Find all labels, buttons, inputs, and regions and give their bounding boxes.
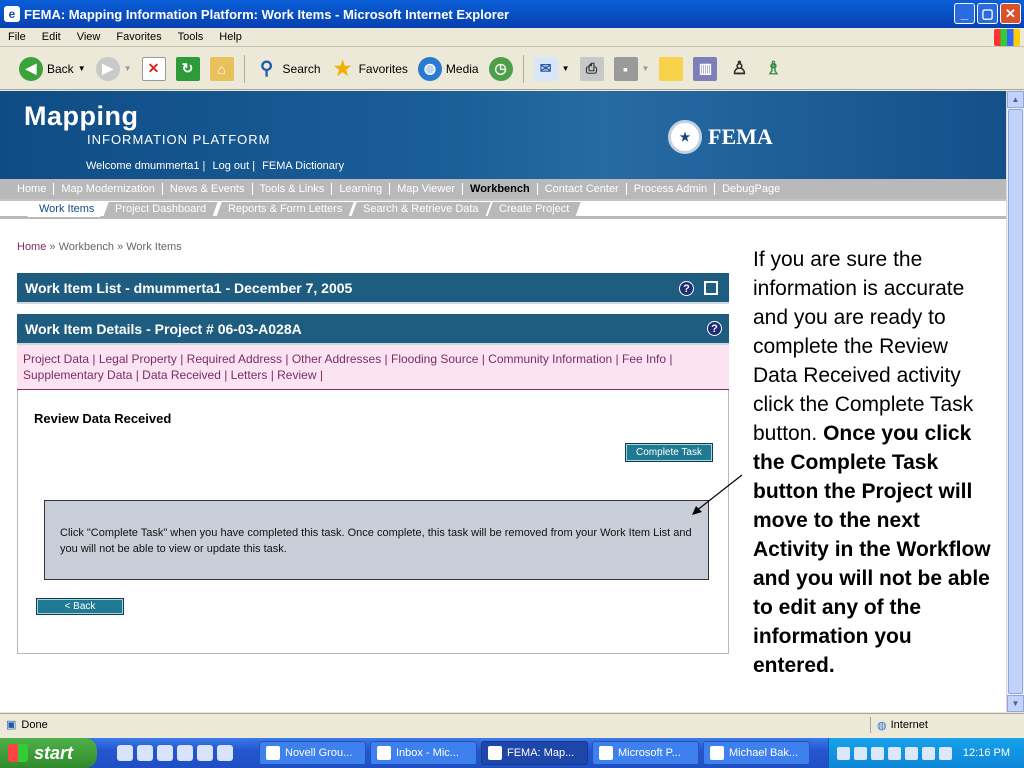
quick-launch-icon[interactable] xyxy=(197,745,213,761)
quick-launch-icon[interactable] xyxy=(157,745,173,761)
minimize-button[interactable]: _ xyxy=(954,3,975,24)
fema-logo: ★ FEMA xyxy=(668,120,773,154)
close-button[interactable]: ✕ xyxy=(1000,3,1021,24)
nav-news-events[interactable]: News & Events xyxy=(163,183,253,195)
breadcrumb-home-link[interactable]: Home xyxy=(17,241,47,253)
site-title: Mapping xyxy=(24,101,139,131)
taskbar-item-novell[interactable]: Novell Grou... xyxy=(259,741,366,765)
history-icon: ◷ xyxy=(489,57,513,81)
windows-flag-icon xyxy=(8,744,28,762)
home-icon: ⌂ xyxy=(210,57,234,81)
fema-dictionary-link[interactable]: FEMA Dictionary xyxy=(262,160,345,172)
nav-map-modernization[interactable]: Map Modernization xyxy=(54,183,163,195)
subnav-work-items[interactable]: Work Items xyxy=(27,202,106,217)
start-button[interactable]: start xyxy=(0,738,97,768)
forward-button[interactable]: ▶ ▼ xyxy=(93,53,135,85)
contacts-button[interactable] xyxy=(758,53,788,85)
people-icon: ♗ xyxy=(765,58,782,78)
subnav-project-dashboard[interactable]: Project Dashboard xyxy=(104,202,219,217)
page-status-icon: ▣ xyxy=(6,719,17,731)
nav-learning[interactable]: Learning xyxy=(332,183,390,195)
globe-icon: ◍ xyxy=(418,57,442,81)
app-icon xyxy=(710,746,724,760)
instruction-callout xyxy=(753,245,998,680)
info-message: Click "Complete Task" when you have completed this task. Once complete, this task will be removed from your Work Item List and you will not be able to view or update this task. xyxy=(44,500,709,580)
printer-icon: ⎙ xyxy=(580,57,604,81)
nav-map-viewer[interactable]: Map Viewer xyxy=(390,183,463,195)
tray-icon[interactable] xyxy=(922,747,935,760)
work-item-content xyxy=(17,390,729,654)
windows-logo-icon xyxy=(994,29,1020,46)
clock: 12:16 PM xyxy=(962,747,1010,759)
research-icon: ▥ xyxy=(693,57,717,81)
work-item-list-header xyxy=(17,273,729,304)
window-title: FEMA: Mapping Information Platform: Work Items - Microsoft Internet Explorer xyxy=(24,6,510,22)
menu-bar xyxy=(0,28,1024,47)
quick-launch-icon[interactable] xyxy=(117,745,133,761)
security-zone: Internet xyxy=(890,719,928,731)
home-button[interactable] xyxy=(207,53,237,85)
browser-toolbar xyxy=(0,48,1024,90)
subnav-reports-form-letters[interactable]: Reports & Form Letters xyxy=(216,202,354,217)
search-icon: ⚲ xyxy=(259,58,274,78)
nav-workbench[interactable]: Workbench xyxy=(463,183,538,195)
back-arrow-icon: ◀ xyxy=(19,57,43,81)
taskbar-item-fema[interactable]: FEMA: Map... xyxy=(481,741,588,765)
site-subtitle: INFORMATION PLATFORM xyxy=(87,132,271,147)
messenger-button[interactable] xyxy=(724,53,754,85)
forward-arrow-icon: ▶ xyxy=(96,57,120,81)
work-item-tab-links[interactable]: Project Data | Legal Property | Required Address | Other Addresses | Flooding Source | Community Information | Fee Info | Supplementary Data | Data Received | Letters | Review | xyxy=(17,345,729,390)
site-banner xyxy=(0,91,1006,179)
work-item-details-header xyxy=(17,314,729,345)
quick-launch-icon[interactable] xyxy=(217,745,233,761)
menu-favorites[interactable]: Favorites xyxy=(116,31,162,43)
discuss-button[interactable] xyxy=(656,53,686,85)
nav-debugpage[interactable]: DebugPage xyxy=(722,183,781,195)
back-button[interactable]: ◀ Back ▼ xyxy=(16,53,89,85)
refresh-icon: ↻ xyxy=(176,57,200,81)
details-help-icon[interactable]: ? xyxy=(707,321,722,336)
work-item-list-title: Work Item List - dmummerta1 - December 7, 2005 xyxy=(25,279,353,296)
logout-link[interactable]: Log out | xyxy=(212,160,256,172)
subnav-search-retrieve-data[interactable]: Search & Retrieve Data xyxy=(351,202,490,217)
edit-icon: ▪ xyxy=(614,57,638,81)
scroll-thumb[interactable] xyxy=(1008,109,1023,694)
welcome-text: Welcome dmummerta1 | xyxy=(86,160,206,172)
section-heading: Review Data Received xyxy=(34,411,172,426)
internet-globe-icon: ◍ xyxy=(877,719,887,732)
secondary-nav xyxy=(0,199,1006,219)
callout-text: If you are sure the information is accurate and you are ready to complete the Review Data Received activity click the Complete Task button. xyxy=(753,248,974,445)
maximize-button[interactable]: ▢ xyxy=(977,3,998,24)
nav-tools-links[interactable]: Tools & Links xyxy=(253,183,333,195)
tray-icon[interactable] xyxy=(905,747,918,760)
subnav-create-project[interactable]: Create Project xyxy=(488,202,582,217)
work-item-details-title: Work Item Details - Project # 06-03-A028A xyxy=(25,320,302,337)
app-icon xyxy=(488,746,502,760)
scroll-up-arrow-icon[interactable]: ▲ xyxy=(1007,91,1024,108)
status-text: Done xyxy=(21,718,48,731)
stop-button[interactable] xyxy=(139,53,169,85)
help-icon[interactable]: ? xyxy=(679,281,694,296)
dhs-seal-icon: ★ xyxy=(668,120,702,154)
breadcrumb xyxy=(17,241,182,253)
tray-icon[interactable] xyxy=(837,747,850,760)
app-icon xyxy=(377,746,391,760)
tray-icon[interactable] xyxy=(939,747,952,760)
quick-launch-icon[interactable] xyxy=(177,745,193,761)
favorites-button[interactable]: ★ Favorites xyxy=(328,53,411,85)
menu-tools[interactable]: Tools xyxy=(177,31,204,43)
vertical-scrollbar[interactable] xyxy=(1006,91,1024,712)
breadcrumb-trail: » Workbench » Work Items xyxy=(46,241,182,253)
history-button[interactable] xyxy=(486,53,516,85)
search-button[interactable]: ⚲ Search xyxy=(252,53,324,85)
menu-help[interactable]: Help xyxy=(219,31,242,43)
nav-home[interactable]: Home xyxy=(10,183,54,195)
callout-arrow xyxy=(690,471,750,521)
print-button[interactable] xyxy=(577,53,607,85)
media-button[interactable]: ◍ Media xyxy=(415,53,482,85)
mail-button[interactable]: ✉ ▼ xyxy=(531,53,573,85)
scroll-down-arrow-icon[interactable]: ▼ xyxy=(1007,695,1024,712)
restore-window-icon[interactable] xyxy=(704,281,718,295)
menu-view[interactable]: View xyxy=(76,31,101,43)
note-icon xyxy=(659,57,683,81)
back-button-page[interactable]: < Back xyxy=(36,598,124,615)
mail-icon: ✉ xyxy=(534,57,558,81)
app-icon xyxy=(599,746,613,760)
menu-file[interactable]: File xyxy=(8,31,26,43)
window-title-bar xyxy=(0,0,1024,28)
complete-task-button[interactable]: Complete Task xyxy=(625,443,713,462)
tray-icon[interactable] xyxy=(854,747,867,760)
menu-edit[interactable]: Edit xyxy=(41,31,61,43)
taskbar-item-powerpoint[interactable]: Microsoft P... xyxy=(592,741,699,765)
nav-process-admin[interactable]: Process Admin xyxy=(627,183,715,195)
taskbar-item-michael[interactable]: Michael Bak... xyxy=(703,741,810,765)
person-icon: ♙ xyxy=(731,58,748,78)
welcome-line xyxy=(86,160,348,172)
stop-icon: ✕ xyxy=(142,57,166,81)
ie-icon: e xyxy=(4,6,20,22)
research-button[interactable] xyxy=(690,53,720,85)
taskbar-item-inbox[interactable]: Inbox - Mic... xyxy=(370,741,477,765)
quick-launch-icon[interactable] xyxy=(137,745,153,761)
callout-bold-text: Once you click the Complete Task button the Project will move to the next Activity in the Workflow and you will not be able to edit any of the information you entered. xyxy=(753,422,991,677)
edit-button[interactable]: ▪ ▼ xyxy=(611,53,653,85)
quick-launch xyxy=(117,745,233,761)
status-bar xyxy=(0,713,1024,735)
nav-contact-center[interactable]: Contact Center xyxy=(538,183,627,195)
taskbar xyxy=(0,738,1024,768)
system-tray xyxy=(828,738,1024,768)
primary-nav xyxy=(0,179,1006,199)
tray-icon[interactable] xyxy=(871,747,884,760)
star-icon: ★ xyxy=(333,58,352,80)
app-icon xyxy=(266,746,280,760)
tray-icon[interactable] xyxy=(888,747,901,760)
refresh-button[interactable] xyxy=(173,53,203,85)
